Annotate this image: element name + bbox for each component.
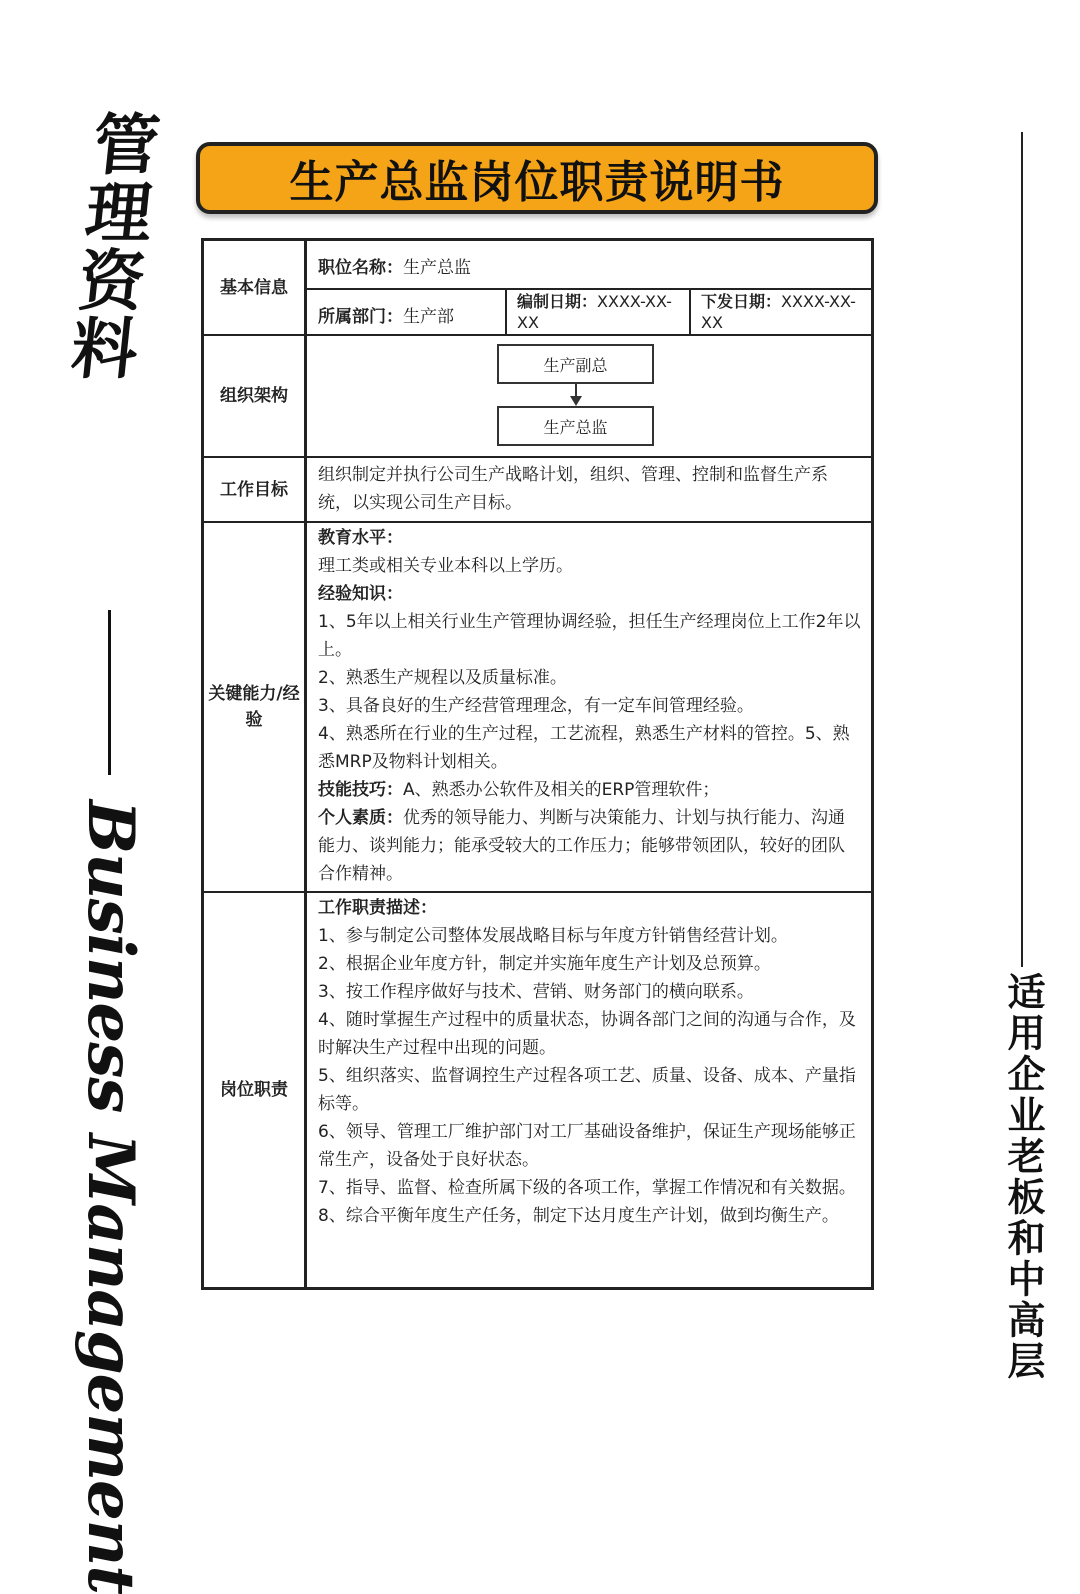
label-key-ability: 关键能力/经验 — [204, 523, 307, 891]
side-title-chinese: 管理资料 — [56, 110, 164, 382]
education-text: 理工类或相关专业本科以上学历。 — [318, 556, 573, 576]
left-side-decoration — [56, 110, 164, 1594]
row-basic-info — [204, 241, 871, 336]
duty-item: 8、综合平衡年度生产任务，制定下达月度生产计划，做到均衡生产。 — [318, 1206, 839, 1226]
job-description-table — [201, 238, 874, 1290]
issue-date-cell — [691, 290, 871, 334]
row-work-goal — [204, 458, 871, 523]
duty-item: 3、按工作程序做好与技术、营销、财务部门的横向联系。 — [318, 982, 754, 1002]
quality-text: 优秀的领导能力、判断与决策能力、计划与执行能力、沟通能力、谈判能力；能承受较大的工作压力；能够带领团队，较好的团队合作精神。 — [318, 808, 845, 884]
label-basic-info: 基本信息 — [204, 241, 307, 334]
key-ability-content — [307, 523, 871, 891]
side-audience-text: 适用企业老板和中高层 — [1001, 972, 1046, 1382]
experience-item: 1、5年以上相关行业生产管理协调经验，担任生产经理岗位上工作2年以上。 — [318, 612, 861, 660]
job-duties-content — [307, 893, 871, 1287]
row-job-duties — [204, 893, 871, 1287]
label-org-structure: 组织架构 — [204, 336, 307, 456]
duty-item: 6、领导、管理工厂维护部门对工厂基础设备维护，保证生产现场能够正常生产，设备处于良好状态。 — [318, 1122, 856, 1170]
row-key-ability — [204, 523, 871, 893]
education-title: 教育水平： — [318, 528, 403, 548]
duty-item: 1、参与制定公司整体发展战略目标与年度方针销售经营计划。 — [318, 926, 788, 946]
org-node-director: 生产总监 — [497, 406, 654, 446]
position-key: 职位名称： — [318, 258, 403, 278]
duty-item: 7、指导、监督、检查所属下级的各项工作，掌握工作情况和有关数据。 — [318, 1178, 856, 1198]
experience-item: 4、熟悉所在行业的生产过程，工艺流程，熟悉生产材料的管控。5、熟悉MRP及物料计划相关。 — [318, 724, 850, 772]
issue-date-key: 下发日期： — [701, 292, 782, 311]
department-key: 所属部门： — [318, 307, 403, 327]
issue-date-value: XXXX-XX-XX — [701, 292, 856, 332]
side-divider — [108, 610, 111, 775]
experience-item: 2、熟悉生产规程以及质量标准。 — [318, 668, 567, 688]
duty-item: 2、根据企业年度方针，制定并实施年度生产计划及总预算。 — [318, 954, 771, 974]
work-goal-text: 组织制定并执行公司生产战略计划，组织、管理、控制和监督生产系统，以实现公司生产目标。 — [318, 465, 828, 513]
position-value: 生产总监 — [403, 258, 471, 278]
label-work-goal: 工作目标 — [204, 458, 307, 521]
compile-date-value: XXXX-XX-XX — [517, 292, 672, 332]
department-cell — [307, 290, 505, 334]
experience-item: 3、具备良好的生产经营管理理念，有一定车间管理经验。 — [318, 696, 754, 716]
org-chart — [307, 336, 871, 456]
department-value: 生产部 — [403, 307, 454, 327]
page-title: 生产总监岗位职责说明书 — [289, 157, 785, 208]
skill-title: 技能技巧： — [318, 780, 403, 800]
title-banner — [196, 142, 878, 214]
compile-date-key: 编制日期： — [517, 292, 598, 311]
position-cell — [307, 241, 871, 290]
org-arrow-icon — [570, 396, 582, 406]
side-title-english: Business Management — [73, 800, 148, 1594]
duties-title: 工作职责描述： — [318, 898, 437, 918]
compile-date-cell — [507, 290, 689, 334]
skill-text: A、熟悉办公软件及相关的ERP管理软件； — [403, 780, 720, 800]
duty-item: 5、组织落实、监督调控生产过程各项工艺、质量、设备、成本、产量指标等。 — [318, 1066, 856, 1114]
right-vertical-rule — [1021, 132, 1023, 967]
duty-item: 4、随时掌握生产过程中的质量状态，协调各部门之间的沟通与合作，及时解决生产过程中出现的问题。 — [318, 1010, 856, 1058]
label-job-duties: 岗位职责 — [204, 893, 307, 1287]
experience-title: 经验知识： — [318, 584, 403, 604]
row-org-structure — [204, 336, 871, 458]
org-node-deputy: 生产副总 — [497, 344, 654, 384]
quality-title: 个人素质： — [318, 808, 403, 828]
